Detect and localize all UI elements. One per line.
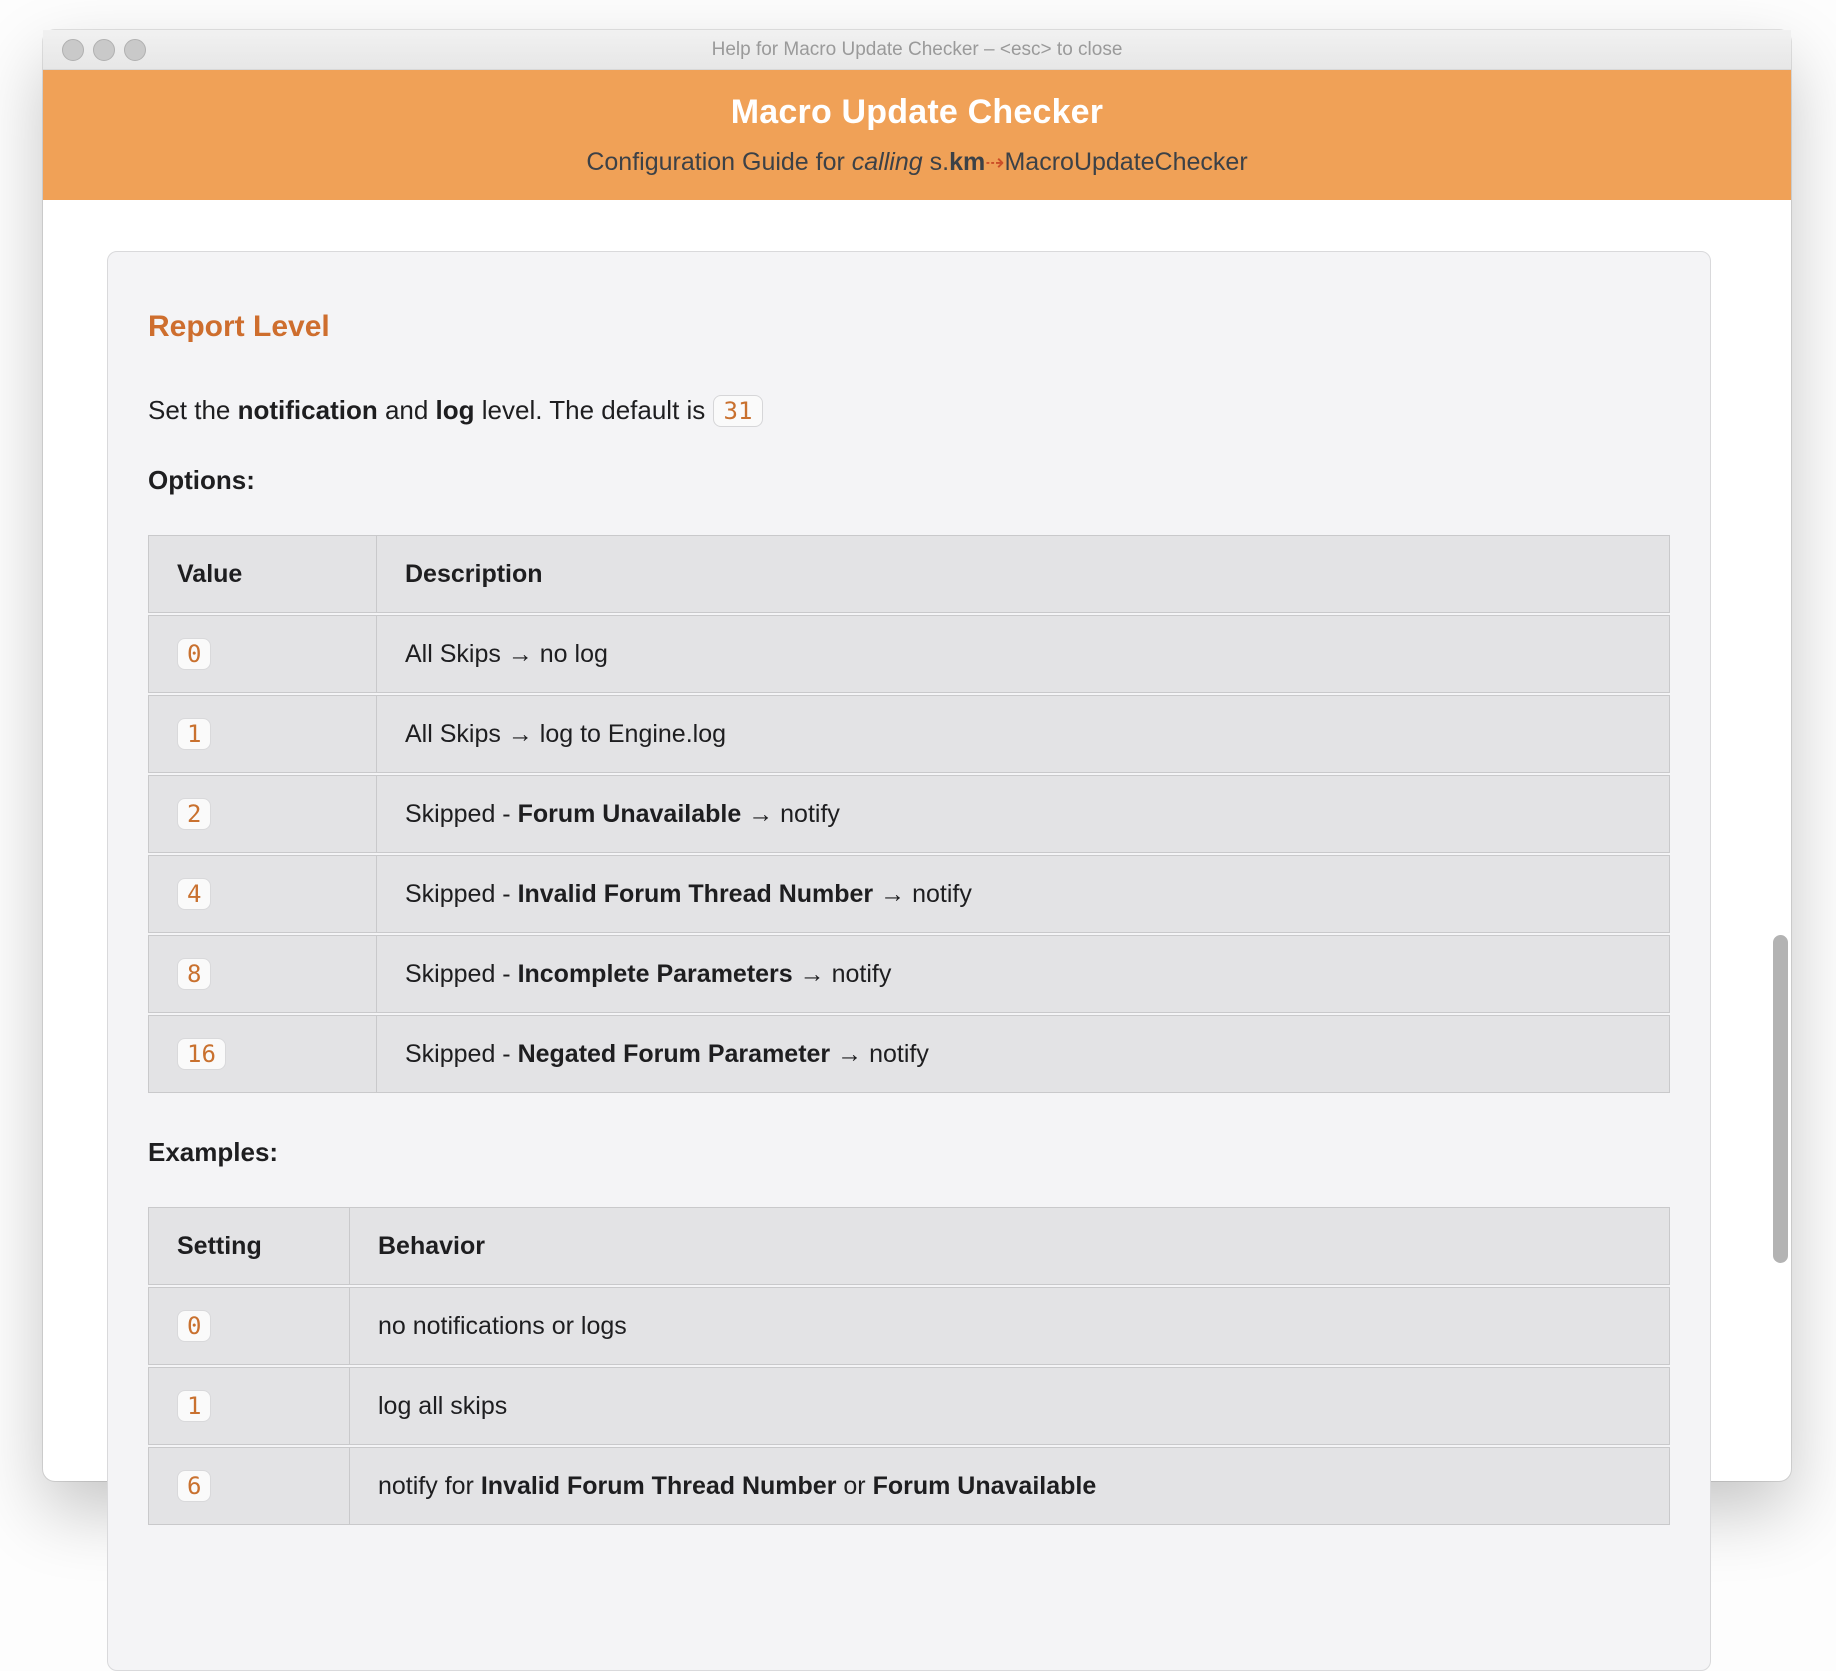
description-text: Skipped -: [405, 880, 518, 908]
description-text: All Skips: [405, 720, 508, 748]
column-header-description: Description: [377, 535, 1670, 613]
right-arrow-icon: →: [837, 1040, 863, 1068]
value-badge: 6: [177, 1470, 211, 1502]
subtitle-prefix: Configuration Guide for: [586, 148, 852, 176]
value-cell: [148, 1367, 350, 1445]
right-arrow-icon: →: [748, 800, 774, 828]
description-text: no log: [532, 640, 608, 668]
close-button[interactable]: [62, 39, 84, 61]
value-cell: [148, 855, 377, 933]
description-text: log all skips: [378, 1392, 508, 1420]
description-cell: [377, 855, 1670, 933]
right-arrow-icon: →: [799, 960, 825, 988]
value-cell: [148, 1447, 350, 1525]
description-text: Invalid Forum Thread Number: [517, 880, 874, 908]
subtitle-calling: calling: [851, 148, 923, 176]
zoom-button[interactable]: [124, 39, 146, 61]
description-text: Skipped -: [405, 1040, 518, 1068]
page-title: Macro Update Checker: [730, 93, 1104, 131]
intro-mid: and: [377, 395, 436, 425]
description-text: notify: [824, 960, 892, 988]
table-row: [148, 695, 1670, 773]
right-arrow-icon: →: [880, 880, 906, 908]
intro-post: level. The default is: [474, 395, 713, 425]
value-cell: [148, 1015, 377, 1093]
table-header-row: [148, 535, 1670, 613]
help-card: [107, 251, 1711, 1671]
window-title: Help for Macro Update Checker – <esc> to close: [711, 38, 1123, 60]
description-text: Forum Unavailable: [872, 1472, 1097, 1500]
intro-paragraph: [148, 393, 1670, 427]
description-text: All Skips: [405, 640, 508, 668]
value-badge: 0: [177, 638, 211, 670]
value-cell: [148, 695, 377, 773]
scrollbar-thumb[interactable]: [1773, 935, 1788, 1263]
window-titlebar: [43, 30, 1791, 70]
value-badge: 0: [177, 1310, 211, 1342]
column-header-value: Value: [148, 535, 377, 613]
traffic-lights: [62, 39, 146, 61]
table-row: [148, 1367, 1670, 1445]
options-table: [148, 533, 1670, 1095]
subtitle-km: km: [949, 148, 986, 176]
examples-table: [148, 1205, 1670, 1527]
description-text: Skipped -: [405, 960, 518, 988]
description-text: [793, 960, 800, 988]
right-arrow-icon: →: [507, 640, 533, 668]
value-cell: [148, 935, 377, 1013]
description-cell: [377, 615, 1670, 693]
value-badge: 1: [177, 1390, 211, 1422]
table-header-row: [148, 1207, 1670, 1285]
table-row: [148, 615, 1670, 693]
section-heading: Report Level: [148, 310, 330, 343]
table-row: [148, 1015, 1670, 1093]
table-row: [148, 855, 1670, 933]
value-cell: [148, 775, 377, 853]
table-row: [148, 1287, 1670, 1365]
description-text: notify: [862, 1040, 929, 1068]
description-text: or: [836, 1472, 873, 1500]
value-badge: 1: [177, 718, 211, 750]
value-badge: 2: [177, 798, 211, 830]
examples-table-body: [148, 1287, 1670, 1525]
description-cell: [377, 1015, 1670, 1093]
description-text: Forum Unavailable: [517, 800, 742, 828]
column-header-setting: Setting: [148, 1207, 350, 1285]
description-cell: [350, 1287, 1670, 1365]
intro-bold-log: log: [435, 395, 475, 425]
subtitle-sdot: s.: [922, 148, 950, 176]
window-content: [43, 200, 1791, 1671]
right-arrow-icon: →: [507, 720, 533, 748]
value-badge: 4: [177, 878, 211, 910]
value-badge: 8: [177, 958, 211, 990]
intro-pre: Set the: [148, 395, 238, 425]
subtitle-target: MacroUpdateChecker: [1004, 148, 1248, 176]
examples-label: Examples:: [148, 1137, 279, 1167]
description-cell: [350, 1447, 1670, 1525]
value-cell: [148, 615, 377, 693]
description-text: no notifications or logs: [378, 1312, 627, 1340]
description-text: Negated Forum Parameter: [517, 1040, 831, 1068]
subtitle-arrow-icon: ⇢: [985, 150, 1005, 176]
page-header: [43, 70, 1791, 200]
value-badge: 16: [177, 1038, 226, 1070]
description-text: notify: [905, 880, 972, 908]
description-cell: [377, 695, 1670, 773]
default-value-badge: 31: [713, 395, 764, 427]
description-text: Invalid Forum Thread Number: [480, 1472, 837, 1500]
page-subtitle: [586, 148, 1247, 177]
description-cell: [377, 775, 1670, 853]
column-header-behavior: Behavior: [350, 1207, 1670, 1285]
options-label: Options:: [148, 465, 255, 495]
description-text: notify for: [378, 1472, 481, 1500]
intro-bold-notification: notification: [237, 395, 378, 425]
options-table-body: [148, 615, 1670, 1093]
help-window: [43, 30, 1791, 1500]
description-text: notify: [773, 800, 840, 828]
table-row: [148, 1447, 1670, 1525]
description-text: Incomplete Parameters: [517, 960, 793, 988]
description-text: Skipped -: [405, 800, 518, 828]
minimize-button[interactable]: [93, 39, 115, 61]
table-row: [148, 935, 1670, 1013]
value-cell: [148, 1287, 350, 1365]
table-row: [148, 775, 1670, 853]
description-cell: [377, 935, 1670, 1013]
description-cell: [350, 1367, 1670, 1445]
description-text: log to Engine.log: [532, 720, 727, 748]
